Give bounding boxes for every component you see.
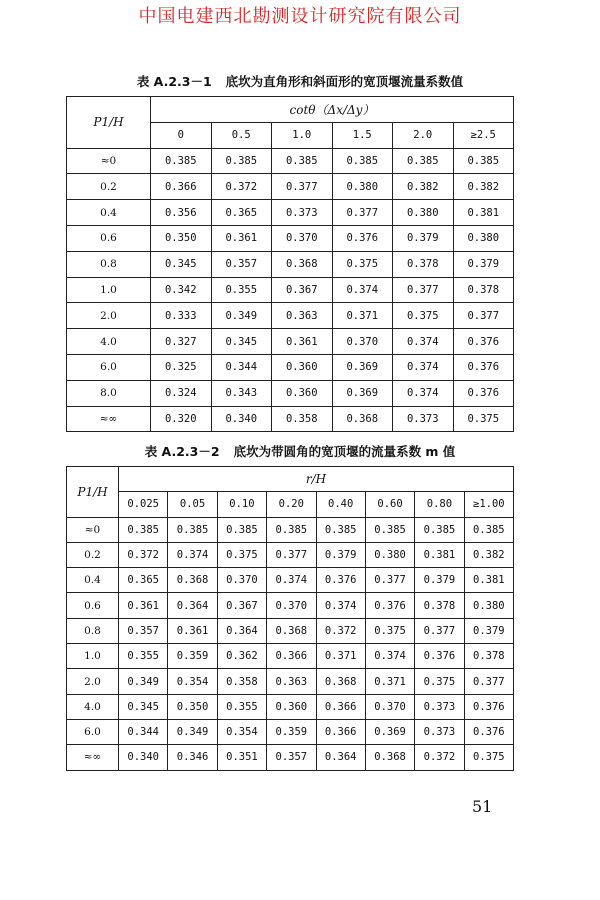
column-header: ≥1.00 [464,492,513,517]
table-cell: 0.374 [316,593,365,618]
table-cell: 0.375 [453,406,514,432]
table-cell: 0.375 [332,251,393,277]
table-cell: 0.340 [119,745,168,770]
table-cell: 0.361 [211,225,272,251]
table-cell: 0.344 [119,719,168,744]
row-label: ≈0 [67,148,151,174]
table-cell: 0.368 [365,745,414,770]
table-cell: 0.380 [464,593,513,618]
table-cell: 0.370 [272,225,333,251]
table-cell: 0.368 [267,618,316,643]
table2-caption [0,442,600,460]
table-cell: 0.354 [217,719,266,744]
table-cell: 0.375 [393,303,454,329]
header-row [67,97,514,123]
column-header: 0.60 [365,492,414,517]
table-cell: 0.376 [453,380,514,406]
table-cell: 0.363 [272,303,333,329]
table-cell: 0.356 [151,200,212,226]
table-cell: 0.377 [415,618,464,643]
table-cell: 0.372 [316,618,365,643]
column-header-row [67,492,514,517]
row-label: 0.6 [67,593,119,618]
table-cell: 0.355 [119,644,168,669]
table-cell: 0.377 [267,542,316,567]
table-cell: 0.385 [464,517,513,542]
table-row [67,329,514,355]
table-cell: 0.379 [393,225,454,251]
table-cell: 0.385 [151,148,212,174]
table-cell: 0.361 [119,593,168,618]
table-cell: 0.374 [393,354,454,380]
table-cell: 0.357 [267,745,316,770]
table-cell: 0.350 [151,225,212,251]
table-cell: 0.357 [211,251,272,277]
row-label: 0.4 [67,568,119,593]
row-label: 0.8 [67,618,119,643]
table-cell: 0.359 [168,644,217,669]
row-label: 8.0 [67,380,151,406]
table-cell: 0.374 [365,644,414,669]
table-row [67,200,514,226]
table-cell: 0.327 [151,329,212,355]
table-cell: 0.345 [151,251,212,277]
row-label: 1.0 [67,644,119,669]
table-cell: 0.379 [316,542,365,567]
table-cell: 0.351 [217,745,266,770]
table-cell: 0.377 [393,277,454,303]
table-cell: 0.355 [211,277,272,303]
column-header: 0.40 [316,492,365,517]
table-cell: 0.370 [365,694,414,719]
table-row [67,251,514,277]
table-cell: 0.371 [365,669,414,694]
table-cell: 0.377 [365,568,414,593]
table-cell: 0.360 [272,354,333,380]
table-row [67,225,514,251]
table-cell: 0.372 [211,174,272,200]
table-cell: 0.368 [316,669,365,694]
table-cell: 0.340 [211,406,272,432]
table-cell: 0.379 [415,568,464,593]
table-cell: 0.355 [217,694,266,719]
table-cell: 0.367 [217,593,266,618]
table-cell: 0.381 [415,542,464,567]
table-row [67,568,514,593]
table-cell: 0.370 [217,568,266,593]
table-cell: 0.349 [119,669,168,694]
table-cell: 0.385 [217,517,266,542]
table-row [67,406,514,432]
table-cell: 0.354 [168,669,217,694]
table-cell: 0.385 [272,148,333,174]
table-cell: 0.380 [453,225,514,251]
table-cell: 0.385 [168,517,217,542]
table-row [67,277,514,303]
table-row [67,618,514,643]
table-cell: 0.360 [267,694,316,719]
table-cell: 0.325 [151,354,212,380]
table-cell: 0.362 [217,644,266,669]
table-row [67,644,514,669]
row-label: 0.8 [67,251,151,277]
table-cell: 0.365 [211,200,272,226]
table-cell: 0.376 [464,694,513,719]
table-cell: 0.370 [332,329,393,355]
table-cell: 0.374 [393,329,454,355]
table-cell: 0.380 [365,542,414,567]
table-row [67,354,514,380]
table-cell: 0.350 [168,694,217,719]
table-cell: 0.364 [168,593,217,618]
table-cell: 0.382 [393,174,454,200]
watermark-text: 中国电建西北勘测设计研究院有限公司 [138,6,462,27]
table-cell: 0.385 [393,148,454,174]
column-header: 0.5 [211,122,272,148]
table-cell: 0.385 [316,517,365,542]
table-cell: 0.358 [272,406,333,432]
table-cell: 0.376 [464,719,513,744]
table-cell: 0.385 [211,148,272,174]
table-row [67,148,514,174]
table-row [67,694,514,719]
column-header: 0.025 [119,492,168,517]
table-row [67,669,514,694]
table-cell: 0.366 [267,644,316,669]
table-row [67,517,514,542]
table-cell: 0.374 [393,380,454,406]
column-header: 0.20 [267,492,316,517]
table-cell: 0.363 [267,669,316,694]
table-cell: 0.374 [332,277,393,303]
row-label: 6.0 [67,719,119,744]
table-cell: 0.373 [415,694,464,719]
row-label: ≈∞ [67,406,151,432]
table-cell: 0.366 [316,719,365,744]
table-cell: 0.371 [316,644,365,669]
table-cell: 0.349 [211,303,272,329]
table-cell: 0.377 [272,174,333,200]
table-cell: 0.369 [332,354,393,380]
table-cell: 0.361 [272,329,333,355]
table-cell: 0.382 [453,174,514,200]
table-cell: 0.373 [272,200,333,226]
row-label: 2.0 [67,669,119,694]
column-header: ≥2.5 [453,122,514,148]
page-number: 51 [472,797,493,816]
table-cell: 0.366 [316,694,365,719]
table-cell: 0.376 [332,225,393,251]
table-row [67,719,514,744]
table-cell: 0.374 [168,542,217,567]
table-cell: 0.372 [119,542,168,567]
table-cell: 0.379 [453,251,514,277]
table-cell: 0.378 [393,251,454,277]
table-cell: 0.375 [365,618,414,643]
table-cell: 0.376 [365,593,414,618]
table1 [66,96,514,432]
table-cell: 0.375 [217,542,266,567]
table-cell: 0.376 [453,329,514,355]
table-cell: 0.368 [168,568,217,593]
table-cell: 0.370 [267,593,316,618]
table-cell: 0.378 [453,277,514,303]
table-cell: 0.380 [332,174,393,200]
table-cell: 0.378 [415,593,464,618]
table-cell: 0.371 [332,303,393,329]
table-cell: 0.376 [453,354,514,380]
table-cell: 0.385 [453,148,514,174]
table-row [67,542,514,567]
table-row [67,745,514,770]
table-cell: 0.366 [151,174,212,200]
column-header: 1.5 [332,122,393,148]
header-row [67,467,514,492]
table-cell: 0.369 [365,719,414,744]
table-cell: 0.333 [151,303,212,329]
table-cell: 0.369 [332,380,393,406]
row-label: 0.4 [67,200,151,226]
table2-caption-number: 表 A.2.3－2 [144,444,220,459]
table-cell: 0.373 [393,406,454,432]
table-cell: 0.368 [332,406,393,432]
table-cell: 0.376 [415,644,464,669]
table-cell: 0.346 [168,745,217,770]
row-label: ≈∞ [67,745,119,770]
table-cell: 0.364 [316,745,365,770]
table-cell: 0.364 [217,618,266,643]
table-cell: 0.385 [119,517,168,542]
table-cell: 0.358 [217,669,266,694]
table-cell: 0.377 [453,303,514,329]
column-group-header: cotθ（Δx/Δy） [151,97,514,123]
table-row [67,593,514,618]
table-cell: 0.368 [272,251,333,277]
row-label: 6.0 [67,354,151,380]
table-cell: 0.320 [151,406,212,432]
table-cell: 0.385 [415,517,464,542]
table-cell: 0.381 [464,568,513,593]
table1-caption-title: 底坎为直角形和斜面形的宽顶堰流量系数值 [225,74,464,89]
table-cell: 0.381 [453,200,514,226]
table-cell: 0.379 [464,618,513,643]
table-cell: 0.365 [119,568,168,593]
row-label: 0.6 [67,225,151,251]
table-cell: 0.380 [393,200,454,226]
table-cell: 0.375 [464,745,513,770]
table-cell: 0.374 [267,568,316,593]
table-cell: 0.376 [316,568,365,593]
table-cell: 0.345 [119,694,168,719]
column-header: 0.10 [217,492,266,517]
row-label: ≈0 [67,517,119,542]
table-cell: 0.367 [272,277,333,303]
table-cell: 0.377 [332,200,393,226]
table-cell: 0.342 [151,277,212,303]
table-cell: 0.361 [168,618,217,643]
column-header: 0.80 [415,492,464,517]
table-cell: 0.375 [415,669,464,694]
table-row [67,174,514,200]
table-cell: 0.378 [464,644,513,669]
row-label: 4.0 [67,329,151,355]
row-header-cell: P1/H [67,97,151,149]
table-row [67,380,514,406]
table-cell: 0.372 [415,745,464,770]
row-label: 1.0 [67,277,151,303]
row-label: 2.0 [67,303,151,329]
table-cell: 0.360 [272,380,333,406]
table-cell: 0.385 [365,517,414,542]
column-group-header: r/H [119,467,514,492]
row-header-cell: P1/H [67,467,119,518]
table2-caption-title: 底坎为带圆角的宽顶堰的流量系数 m 值 [233,444,456,459]
row-label: 4.0 [67,694,119,719]
table-cell: 0.324 [151,380,212,406]
row-label: 0.2 [67,542,119,567]
table-cell: 0.373 [415,719,464,744]
table-cell: 0.345 [211,329,272,355]
table-cell: 0.385 [267,517,316,542]
column-header: 1.0 [272,122,333,148]
table-cell: 0.359 [267,719,316,744]
column-header: 0 [151,122,212,148]
table-cell: 0.357 [119,618,168,643]
table1-caption [0,72,600,90]
column-header: 2.0 [393,122,454,148]
table-cell: 0.344 [211,354,272,380]
row-label: 0.2 [67,174,151,200]
table1-caption-number: 表 A.2.3－1 [136,74,212,89]
table-cell: 0.343 [211,380,272,406]
table-cell: 0.382 [464,542,513,567]
table-cell: 0.385 [332,148,393,174]
table-cell: 0.377 [464,669,513,694]
column-header: 0.05 [168,492,217,517]
table-row [67,303,514,329]
table-cell: 0.349 [168,719,217,744]
table2 [66,466,514,771]
